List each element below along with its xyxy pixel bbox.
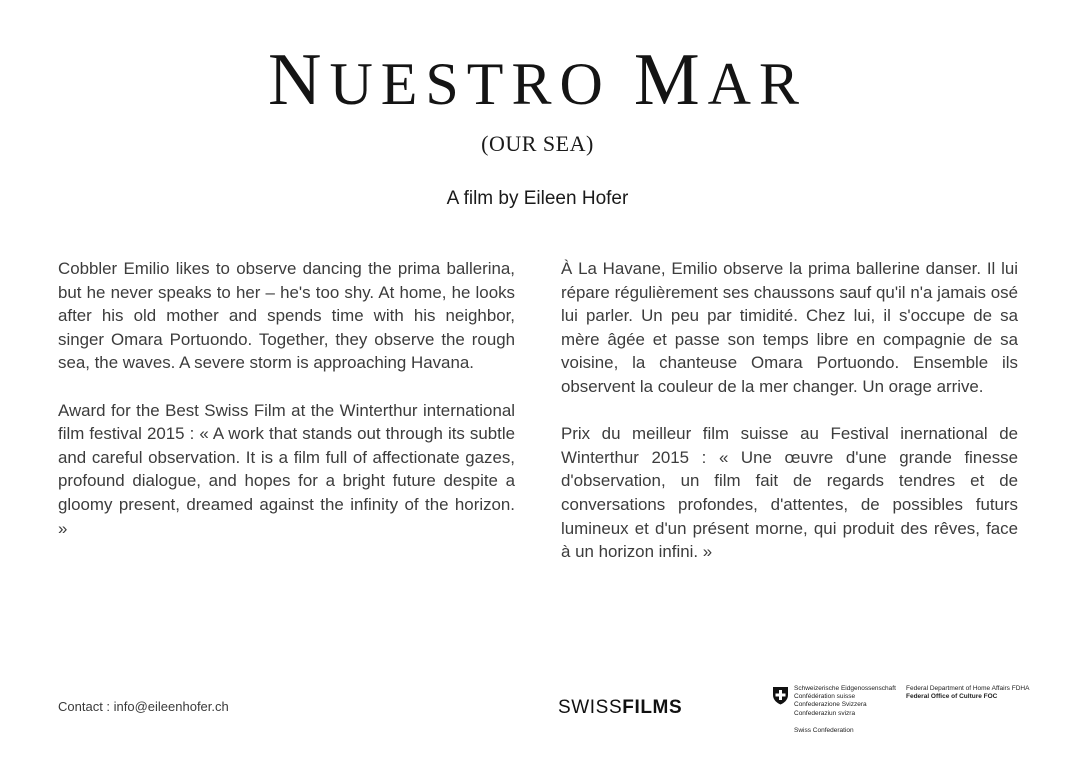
french-column: [561, 257, 1018, 587]
federal-department-block: [906, 685, 1029, 701]
department-name: Federal Department of Home Affairs FDHA: [906, 685, 1030, 692]
title-part: N: [268, 39, 330, 121]
title-part: M: [633, 39, 708, 121]
swiss-cross-shield-icon: [772, 686, 789, 705]
confederation-line: Confederazione Svizzera: [794, 701, 867, 709]
title-part: AR: [707, 51, 807, 117]
title-part: UESTRO: [329, 51, 611, 117]
english-award: Award for the Best Swiss Film at the Winterthur international film festival 2015 : « A work that stands out through its subtle and careful observation. It is a film full of affectionate gazes, profound dialogue, and hopes for a bright future despite a gloomy present, dreamed against the infinity of the horizon. »: [58, 400, 515, 538]
swissfilms-logo-light: SWISS: [558, 697, 623, 718]
swissfilms-logo-bold: FILMS: [622, 697, 683, 718]
swissfilms-logo: [558, 697, 682, 719]
french-synopsis: À La Havane, Emilio observe la prima ballerine danser. Il lui répare régulièrement ses chaussons sauf qu'il n'a jamais osé lui parler. Un peu par timidité. Chez lui, il s'occupe de sa mère âgée et passe son temps libre en compagnie de sa voisine, la chanteuse Omara Portuondo. Ensemble ils observent la couleur de la mer changer. Un orage arrive.: [561, 259, 1018, 396]
office-name: Federal Office of Culture FOC: [906, 693, 998, 701]
confederation-line: Confederaziun svizra: [794, 709, 856, 717]
film-byline: A film by Eileen Hofer: [446, 188, 629, 209]
film-title: [0, 39, 1075, 121]
swiss-confederation-block: [794, 685, 896, 735]
title-part: [611, 51, 634, 117]
confederation-english: Swiss Confederation: [794, 726, 854, 734]
confederation-line: Schweizerische Eidgenossenschaft: [794, 685, 896, 692]
confederation-line: Confédération suisse: [794, 693, 856, 701]
french-award: Prix du meilleur film suisse au Festival inernational de Winterthur 2015 : « Une œuvre d'une grande finesse d'observation, un film fait de regards tendres et de conversations profondes, d'attentes, de possibles futurs lumineux et d'un présent morne, qui produit des rêves, face à un horizon infini. »: [561, 424, 1018, 562]
english-synopsis: Cobbler Emilio likes to observe dancing the prima ballerina, but he never speaks to her – he's too shy. At home, he looks after his old mother and spends time with his neighbor, singer Omara Portuondo. Together, they observe the rough sea, the waves. A severe storm is approaching Havana.: [58, 259, 515, 373]
film-subtitle: (OUR SEA): [481, 131, 594, 156]
english-column: [58, 257, 515, 564]
contact-info: Contact : info@eileenhofer.ch: [58, 699, 229, 714]
